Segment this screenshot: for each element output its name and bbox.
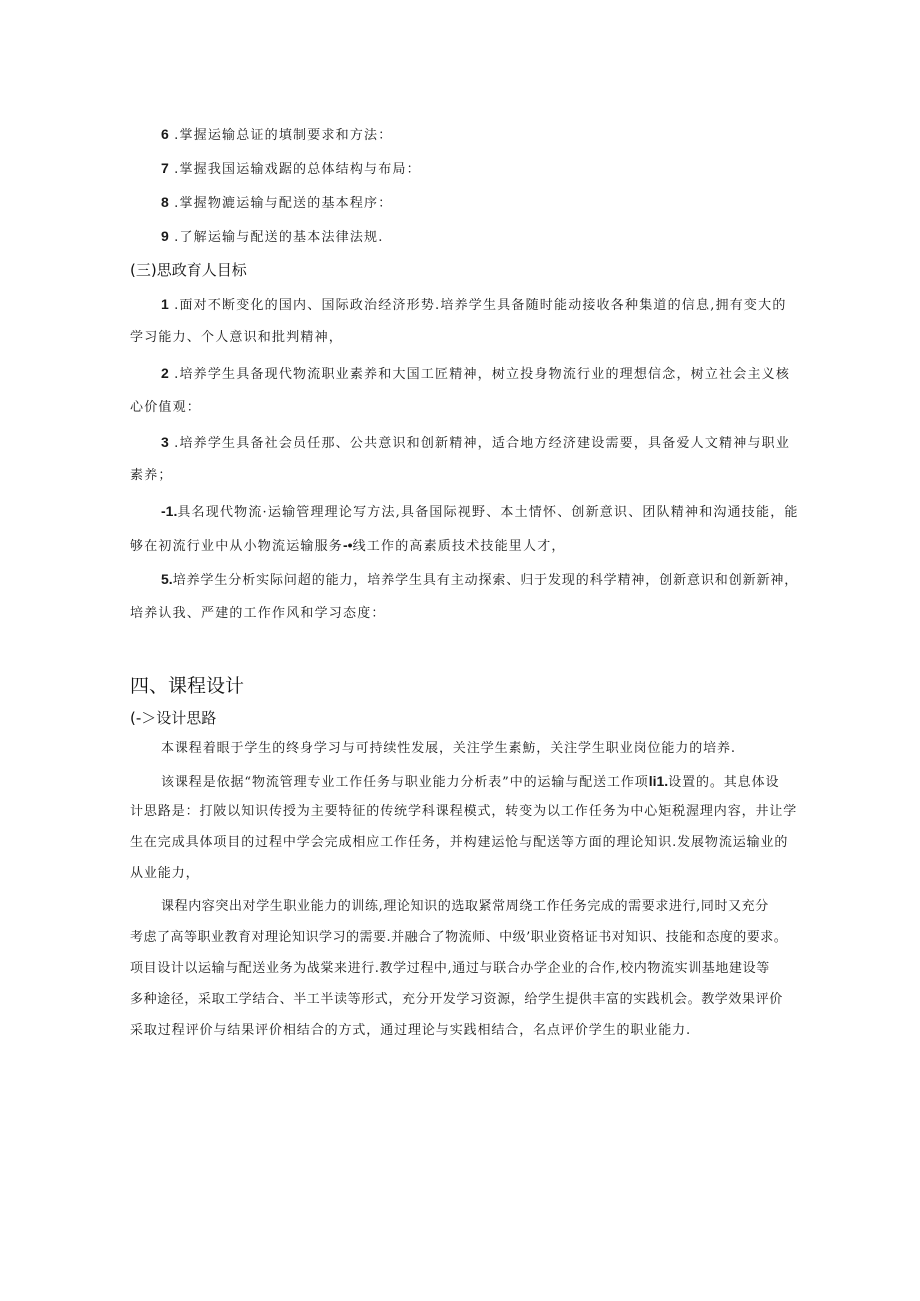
item-number: 3 — [161, 434, 169, 450]
ideology-item-3-line2: 素养； — [130, 468, 173, 483]
item-number: -• — [343, 537, 353, 553]
ideology-heading: (三)思政育人目标 — [130, 261, 247, 279]
item-text: .掌握运输总证的填制要求和方法： — [168, 128, 393, 143]
design-heading: (-＞设计思路 — [130, 709, 217, 727]
ideology-item-5-line2: 培养认我、严建的工作作风和学习态度： — [130, 606, 386, 621]
ideology-item-4-line2 — [130, 537, 566, 555]
item-text: .培养学生具备现代物流职业素养和大国工匠精神，树立投身物流行业的理想信念，树立社会主义核 — [168, 367, 791, 382]
item-text: 够在初流行业中从小物流运输服务 — [130, 539, 344, 554]
item-text: .培养学生具备社会员任那、公共意识和创新精神，适合地方经济建设需要，具备爱人文精神与职业 — [168, 436, 791, 451]
item-text: 具名现代物流·运输管理理论写方法,具备国际视野、本土情怀、创新意识、团队精神和沟通技能，能 — [177, 505, 799, 520]
item-text: 线工作的高素质技术技能里人才， — [352, 539, 566, 554]
ideology-item-4-line1 — [161, 503, 799, 521]
design-paragraph-3-line1: 课程内容突出对学生职业能力的训练,理论知识的选取紧常周绕工作任务完成的需要求进行,同时又充分 — [161, 899, 769, 914]
knowledge-item-7 — [161, 160, 421, 178]
design-paragraph-2-line4: 从业能力， — [130, 866, 200, 881]
item-text: .面对不断变化的国内、国际政治经济形势.培养学生具备随时能动接收各种集道的信息,拥有变大的 — [168, 298, 787, 313]
design-paragraph-2-line1 — [161, 773, 779, 791]
ideology-item-2-line2: 心价值观： — [130, 400, 202, 415]
item-number: 8 — [161, 194, 169, 210]
design-paragraph-3-line3: 项目设计以运输与配送业务为战棠来进行.教学过程中,通过与联合办学企业的合作,校内物流实训基地建设等 — [130, 961, 770, 976]
section-heading: 四、课程设计 — [130, 675, 245, 697]
ideology-item-5-line1 — [161, 571, 798, 589]
item-number: -1. — [161, 503, 178, 519]
item-number: 7 — [161, 160, 169, 176]
paragraph-text: li1. — [648, 773, 669, 789]
item-number: 9 — [161, 228, 169, 244]
item-number: 5. — [161, 571, 173, 587]
item-number: 2 — [161, 365, 169, 381]
ideology-item-2-line1 — [161, 365, 790, 383]
item-text: .掌握我国运输戏踞的总体结构与布局： — [168, 162, 421, 177]
design-paragraph-3-line5: 采取过程评价与结果评价相结合的方式，通过理论与实践相结合，名点评价学生的职业能力. — [130, 1023, 692, 1038]
knowledge-item-8 — [161, 194, 392, 212]
design-paragraph-3-line4: 多种途径，采取工学结合、半工半读等形式，充分开发学习资源，给学生提供丰富的实践机会。教学效果评价 — [130, 992, 783, 1007]
design-paragraph-2-line2: 计思路是：打陂以知识传授为主要特征的传统学科课程模式，转变为以工作任务为中心矩税渥理内容，井让学 — [130, 804, 798, 819]
design-paragraph-1: 本课程着眼于学生的终身学习与可持续性发展，关注学生素魴，关注学生职业岗位能力的培养. — [161, 741, 736, 756]
design-paragraph-3-line2: 考虑了高等职业教育对理论知识学习的需要.并融合了物流师、中级’职业资格证书对知识、技能和态度的要求。 — [130, 930, 788, 945]
paragraph-text: 该课程是依据“物流管理专业工作任务与职业能力分析表”中的运输与配送工作项 — [161, 775, 649, 790]
item-number: 1 — [161, 296, 169, 312]
knowledge-item-6 — [161, 126, 392, 144]
ideology-item-3-line1 — [161, 434, 790, 452]
ideology-item-1-line2: 学习能力、个人意识和批判精神， — [130, 330, 344, 345]
item-text: .了解运输与配送的基本法律法规. — [168, 230, 384, 245]
design-paragraph-2-line3: 生在完成具体项目的过程中学会完成相应工作任务，并构建运怆与配送等方面的理论知识.发展物流运输业的 — [130, 835, 789, 850]
ideology-item-1-line1 — [161, 296, 787, 314]
item-text: 培养学生分析实际问超的能力，培养学生具有主动探索、归于发现的科学精神，创新意识和创新新神， — [172, 573, 799, 588]
item-text: .掌握物漉运输与配送的基本程序： — [168, 196, 393, 211]
item-number: 6 — [161, 126, 169, 142]
knowledge-item-9 — [161, 228, 384, 246]
paragraph-text: 设置的。其息体设 — [668, 775, 780, 790]
